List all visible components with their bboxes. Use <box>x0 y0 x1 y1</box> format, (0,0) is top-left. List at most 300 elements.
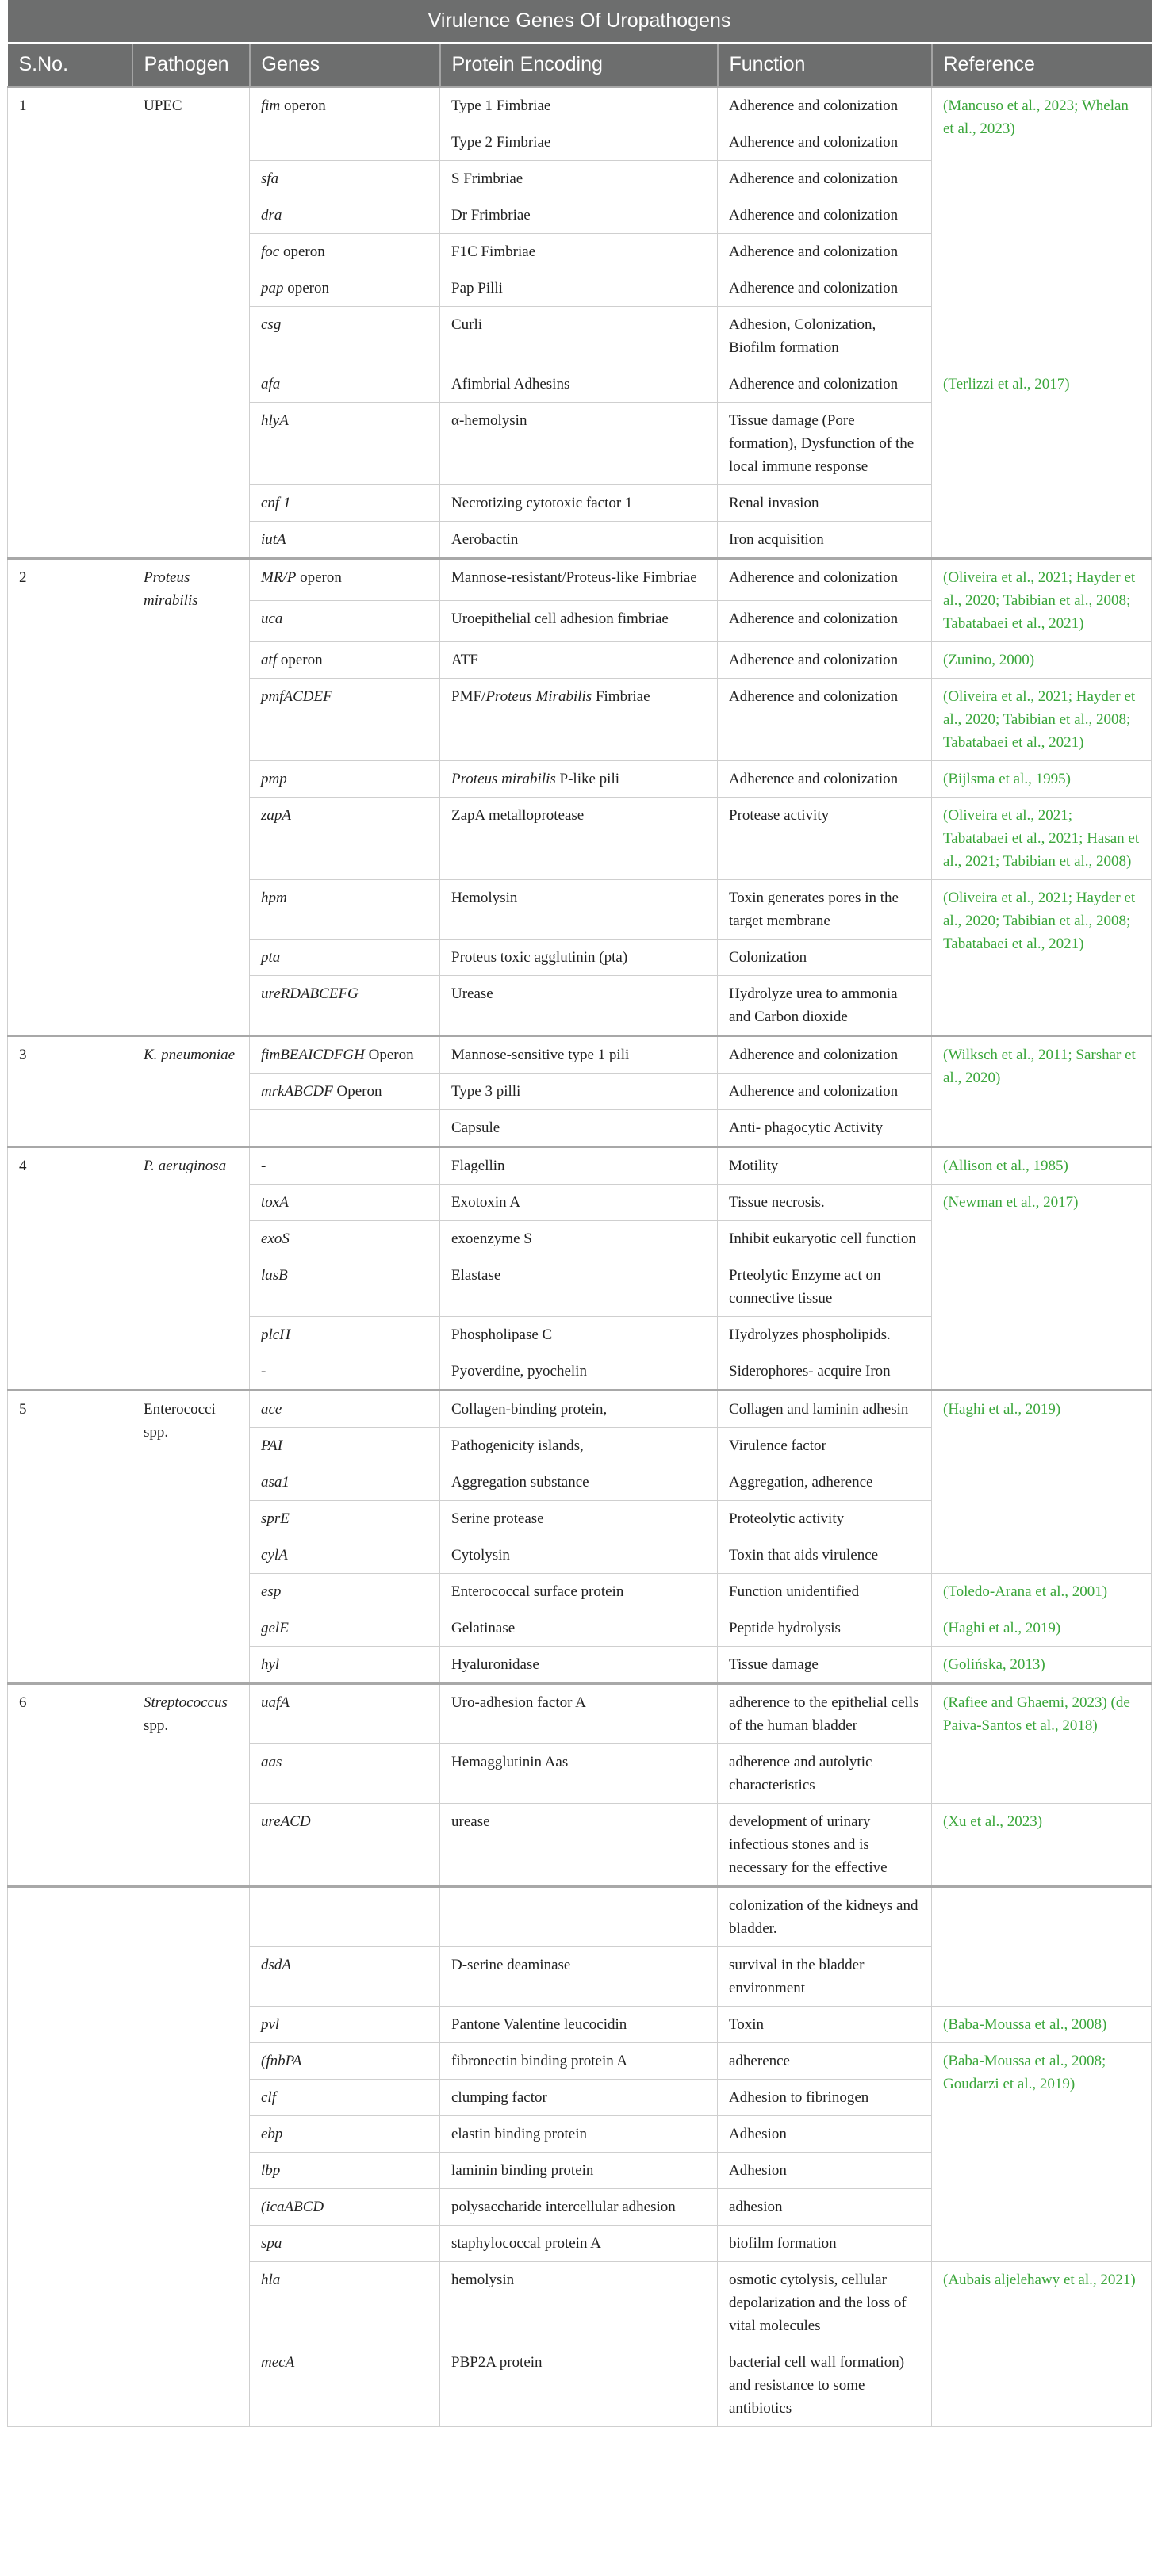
gene-name: pmp <box>261 771 287 787</box>
protein-cell <box>440 1610 718 1647</box>
function-cell: adherence to the epithelial cells of the human bladder <box>718 1684 932 1744</box>
gene-suffix: operon <box>277 652 323 668</box>
protein-text: Exotoxin A <box>451 1194 521 1211</box>
protein-cell <box>440 1257 718 1317</box>
function-cell: Proteolytic activity <box>718 1501 932 1537</box>
protein-text: Enterococcal surface protein <box>451 1583 624 1600</box>
protein-cell <box>440 161 718 197</box>
function-cell: biofilm formation <box>718 2226 932 2262</box>
header-protein-encoding: Protein Encoding <box>440 43 718 87</box>
gene-name: MR/P <box>261 569 297 586</box>
function-cell: Adherence and colonization <box>718 366 932 403</box>
gene-cell <box>250 2007 440 2043</box>
protein-cell <box>440 1074 718 1110</box>
table-row <box>8 559 1152 601</box>
gene-name: plcH <box>261 1326 290 1343</box>
protein-cell <box>440 522 718 559</box>
protein-cell <box>440 2007 718 2043</box>
gene-cell <box>250 2344 440 2427</box>
gene-name: sprE <box>261 1510 290 1527</box>
protein-text: Hyaluronidase <box>451 1656 539 1673</box>
protein-tail-text: Fimbriae <box>592 688 650 705</box>
function-cell: osmotic cytolysis, cellular depolarization and the loss of vital molecules <box>718 2262 932 2344</box>
gene-cell <box>250 1391 440 1428</box>
gene-cell <box>250 2226 440 2262</box>
pathogen-name: Streptococcus <box>144 1694 228 1711</box>
function-cell: Adherence and colonization <box>718 270 932 307</box>
function-cell: Hydrolyzes phospholipids. <box>718 1317 932 1353</box>
table-row <box>8 1684 1152 1744</box>
gene-cell <box>250 880 440 940</box>
protein-text: Urease <box>451 986 493 1002</box>
gene-cell <box>250 976 440 1036</box>
gene-suffix: Operon <box>364 1047 414 1063</box>
protein-cell <box>440 2226 718 2262</box>
gene-name: lasB <box>261 1267 288 1284</box>
serial-number-cell <box>8 1887 132 2427</box>
gene-cell <box>250 1804 440 1887</box>
gene-cell <box>250 1887 440 1947</box>
protein-cell <box>440 403 718 485</box>
gene-cell <box>250 1074 440 1110</box>
gene-cell <box>250 1647 440 1684</box>
gene-name: aas <box>261 1754 282 1770</box>
function-cell: Adhesion to fibrinogen <box>718 2080 932 2116</box>
protein-cell <box>440 1804 718 1887</box>
gene-cell <box>250 485 440 522</box>
function-cell: Tissue necrosis. <box>718 1185 932 1221</box>
gene-name: gelE <box>261 1620 289 1636</box>
gene-cell <box>250 197 440 234</box>
pathogen-name: Proteus mirabilis <box>144 569 198 609</box>
gene-cell <box>250 270 440 307</box>
protein-cell <box>440 1147 718 1185</box>
function-cell: Adherence and colonization <box>718 161 932 197</box>
gene-name: ebp <box>261 2126 283 2142</box>
protein-text: clumping factor <box>451 2089 547 2106</box>
gene-cell <box>250 1257 440 1317</box>
function-cell: Virulence factor <box>718 1428 932 1464</box>
protein-text: PBP2A protein <box>451 2354 543 2371</box>
header-reference: Reference <box>932 43 1152 87</box>
function-cell: Adhesion <box>718 2116 932 2153</box>
function-cell: Iron acquisition <box>718 522 932 559</box>
gene-cell <box>250 2116 440 2153</box>
gene-cell <box>250 1221 440 1257</box>
protein-text: Elastase <box>451 1267 501 1284</box>
protein-text: Cytolysin <box>451 1547 510 1564</box>
protein-cell <box>440 1221 718 1257</box>
function-cell: Toxin that aids virulence <box>718 1537 932 1574</box>
function-cell: Inhibit eukaryotic cell function <box>718 1221 932 1257</box>
reference-cell[interactable]: (Oliveira et al., 2021; Tabatabaei et al., 2021; Hasan et al., 2021; Tabibian et al., 2008) <box>932 798 1152 880</box>
function-cell: Toxin <box>718 2007 932 2043</box>
pathogen-cell <box>132 1036 250 1147</box>
protein-text: S Frimbriae <box>451 170 523 187</box>
gene-cell <box>250 601 440 642</box>
protein-cell <box>440 1947 718 2007</box>
function-cell: Hydrolyze urea to ammonia and Carbon dioxide <box>718 976 932 1036</box>
gene-cell <box>250 403 440 485</box>
header-sno: S.No. <box>8 43 132 87</box>
reference-cell[interactable]: (Toledo-Arana et al., 2001) <box>932 1574 1152 1610</box>
gene-cell <box>250 87 440 124</box>
serial-number-cell: 2 <box>8 559 132 1036</box>
gene-name: spa <box>261 2235 282 2252</box>
gene-name: - <box>261 1363 266 1380</box>
protein-cell <box>440 2189 718 2226</box>
gene-name: atf <box>261 652 278 668</box>
protein-cell <box>440 197 718 234</box>
function-cell: Peptide hydrolysis <box>718 1610 932 1647</box>
reference-cell[interactable]: (Xu et al., 2023) <box>932 1804 1152 1887</box>
protein-italic-text: Proteus mirabilis <box>451 771 556 787</box>
protein-text: Hemolysin <box>451 890 518 906</box>
serial-number-cell: 4 <box>8 1147 132 1391</box>
pathogen-cell <box>132 87 250 559</box>
virulence-genes-table <box>7 0 1152 2427</box>
protein-text: Type 2 Fimbriae <box>451 134 551 151</box>
gene-name: csg <box>261 316 282 333</box>
gene-name: sfa <box>261 170 279 187</box>
pathogen-name: P. aeruginosa <box>144 1158 227 1174</box>
gene-cell <box>250 798 440 880</box>
gene-cell <box>250 2080 440 2116</box>
gene-cell <box>250 2262 440 2344</box>
gene-name: hlyA <box>261 412 289 429</box>
protein-text: Type 3 pilli <box>451 1083 521 1100</box>
protein-text: Dr Frimbriae <box>451 207 531 224</box>
gene-name: clf <box>261 2089 276 2106</box>
protein-cell <box>440 559 718 601</box>
gene-name: iutA <box>261 531 286 548</box>
gene-cell <box>250 642 440 679</box>
protein-text: staphylococcal protein A <box>451 2235 601 2252</box>
function-cell: Adherence and colonization <box>718 679 932 761</box>
function-cell: bacterial cell wall formation) and resistance to some antibiotics <box>718 2344 932 2427</box>
reference-cell[interactable]: (Newman et al., 2017) <box>932 1185 1152 1391</box>
protein-text: Pyoverdine, pyochelin <box>451 1363 587 1380</box>
protein-text: Gelatinase <box>451 1620 516 1636</box>
pathogen-name: Enterococci spp. <box>144 1401 216 1441</box>
reference-cell[interactable]: (Bijlsma et al., 1995) <box>932 761 1152 798</box>
protein-text: laminin binding protein <box>451 2162 594 2179</box>
protein-cell <box>440 2080 718 2116</box>
gene-name: uafA <box>261 1694 290 1711</box>
gene-name: esp <box>261 1583 282 1600</box>
protein-text: Uro-adhesion factor A <box>451 1694 586 1711</box>
protein-text: Aggregation substance <box>451 1474 589 1491</box>
gene-name: pmfACDEF <box>261 688 332 705</box>
gene-name: cylA <box>261 1547 288 1564</box>
gene-cell <box>250 1610 440 1647</box>
pathogen-cell <box>132 1684 250 1887</box>
gene-suffix: Operon <box>332 1083 382 1100</box>
table-body <box>8 87 1152 2427</box>
gene-name: PAI <box>261 1437 283 1454</box>
table-row <box>8 1887 1152 1947</box>
pathogen-name: UPEC <box>144 98 182 114</box>
protein-text: Mannose-sensitive type 1 pili <box>451 1047 630 1063</box>
reference-cell[interactable]: (Baba-Moussa et al., 2008; Goudarzi et al., 2019) <box>932 2043 1152 2262</box>
gene-cell <box>250 366 440 403</box>
gene-name: dra <box>261 207 282 224</box>
gene-suffix: operon <box>283 280 330 297</box>
gene-cell <box>250 1537 440 1574</box>
gene-cell <box>250 1684 440 1744</box>
protein-text: ZapA metalloprotease <box>451 807 585 824</box>
gene-cell <box>250 1317 440 1353</box>
protein-cell <box>440 2262 718 2344</box>
gene-name: uca <box>261 611 283 628</box>
gene-cell <box>250 1501 440 1537</box>
table-row <box>8 87 1152 124</box>
protein-text: Pantone Valentine leucocidin <box>451 2016 627 2033</box>
gene-name: fimBEAICDFGH <box>261 1047 365 1063</box>
gene-name: afa <box>261 376 281 392</box>
function-cell: Adherence and colonization <box>718 124 932 161</box>
function-cell: Adherence and colonization <box>718 642 932 679</box>
function-cell: Function unidentified <box>718 1574 932 1610</box>
function-cell: survival in the bladder environment <box>718 1947 932 2007</box>
protein-cell <box>440 2153 718 2189</box>
function-cell: Toxin generates pores in the target membrane <box>718 880 932 940</box>
gene-name: toxA <box>261 1194 289 1211</box>
gene-suffix: operon <box>296 569 342 586</box>
protein-text: PMF/ <box>451 688 486 705</box>
function-cell: Adherence and colonization <box>718 234 932 270</box>
gene-name: ureACD <box>261 1813 311 1830</box>
protein-text: F1C Fimbriae <box>451 243 536 260</box>
serial-number-cell: 3 <box>8 1036 132 1147</box>
protein-cell <box>440 124 718 161</box>
protein-cell <box>440 366 718 403</box>
function-cell: Adherence and colonization <box>718 601 932 642</box>
gene-name: ace <box>261 1401 282 1418</box>
gene-cell <box>250 234 440 270</box>
reference-cell[interactable]: (Haghi et al., 2019) <box>932 1391 1152 1574</box>
function-cell: Prteolytic Enzyme act on connective tissue <box>718 1257 932 1317</box>
gene-suffix: operon <box>280 98 326 114</box>
gene-cell <box>250 1185 440 1221</box>
pathogen-cell <box>132 1887 250 2427</box>
reference-cell[interactable]: (Golińska, 2013) <box>932 1647 1152 1684</box>
pathogen-cell <box>132 1147 250 1391</box>
gene-cell <box>250 761 440 798</box>
protein-cell <box>440 679 718 761</box>
protein-text: Afimbrial Adhesins <box>451 376 570 392</box>
gene-name: exoS <box>261 1231 290 1247</box>
protein-cell <box>440 485 718 522</box>
protein-cell <box>440 1110 718 1147</box>
gene-cell <box>250 679 440 761</box>
serial-number-cell: 5 <box>8 1391 132 1684</box>
reference-cell[interactable]: (Haghi et al., 2019) <box>932 1610 1152 1647</box>
protein-text: Pap Pilli <box>451 280 503 297</box>
protein-text: α-hemolysin <box>451 412 527 429</box>
reference-cell[interactable]: (Zunino, 2000) <box>932 642 1152 679</box>
protein-cell <box>440 880 718 940</box>
gene-cell <box>250 559 440 601</box>
gene-name: cnf 1 <box>261 495 291 511</box>
gene-name: (icaABCD <box>261 2199 324 2215</box>
reference-cell[interactable]: (Baba-Moussa et al., 2008) <box>932 2007 1152 2043</box>
table-row <box>8 1391 1152 1428</box>
protein-cell <box>440 234 718 270</box>
gene-name: mecA <box>261 2354 295 2371</box>
protein-cell <box>440 1391 718 1428</box>
protein-cell <box>440 2344 718 2427</box>
protein-cell <box>440 1501 718 1537</box>
protein-cell <box>440 2043 718 2080</box>
gene-name: (fnbPA <box>261 2053 302 2069</box>
reference-cell[interactable] <box>932 1887 1152 2007</box>
gene-name: zapA <box>261 807 291 824</box>
gene-cell <box>250 1036 440 1074</box>
protein-cell <box>440 1647 718 1684</box>
gene-cell <box>250 307 440 366</box>
gene-cell <box>250 1428 440 1464</box>
serial-number-cell: 6 <box>8 1684 132 1887</box>
function-cell: Adhesion <box>718 2153 932 2189</box>
gene-name: asa1 <box>261 1474 290 1491</box>
table-title: Virulence Genes Of Uropathogens <box>8 0 1152 43</box>
protein-cell <box>440 1353 718 1391</box>
function-cell: development of urinary infectious stones and is necessary for the effective <box>718 1804 932 1887</box>
protein-cell <box>440 761 718 798</box>
protein-text: Necrotizing cytotoxic factor 1 <box>451 495 633 511</box>
function-cell: Adherence and colonization <box>718 1036 932 1074</box>
function-cell: Adherence and colonization <box>718 197 932 234</box>
function-cell: Tissue damage (Pore formation), Dysfunction of the local immune response <box>718 403 932 485</box>
gene-name: mrkABCDF <box>261 1083 333 1100</box>
protein-tail-text: P-like pili <box>555 771 620 787</box>
protein-text: exoenzyme S <box>451 1231 532 1247</box>
protein-cell <box>440 1574 718 1610</box>
header-genes: Genes <box>250 43 440 87</box>
gene-suffix: operon <box>279 243 325 260</box>
gene-name: fim <box>261 98 281 114</box>
reference-cell[interactable]: (Oliveira et al., 2021; Hayder et al., 2020; Tabibian et al., 2008; Tabatabaei et al., 2021) <box>932 559 1152 642</box>
protein-cell <box>440 2116 718 2153</box>
pathogen-suffix: spp. <box>144 1717 169 1734</box>
function-cell: Tissue damage <box>718 1647 932 1684</box>
gene-name: pvl <box>261 2016 280 2033</box>
protein-text: Mannose-resistant/Proteus-like Fimbriae <box>451 569 697 586</box>
function-cell: Anti- phagocytic Activity <box>718 1110 932 1147</box>
gene-name: pta <box>261 949 281 966</box>
protein-cell <box>440 642 718 679</box>
gene-name: foc <box>261 243 280 260</box>
protein-cell <box>440 1317 718 1353</box>
table-row <box>8 1036 1152 1074</box>
protein-text: polysaccharide intercellular adhesion <box>451 2199 676 2215</box>
function-cell: adhesion <box>718 2189 932 2226</box>
reference-cell[interactable]: (Rafiee and Ghaemi, 2023) (de Paiva-Santos et al., 2018) <box>932 1684 1152 1804</box>
protein-cell <box>440 976 718 1036</box>
gene-cell <box>250 2153 440 2189</box>
protein-cell <box>440 1185 718 1221</box>
gene-name: ureRDABCEFG <box>261 986 359 1002</box>
header-function: Function <box>718 43 932 87</box>
protein-text: Pathogenicity islands, <box>451 1437 584 1454</box>
gene-name: hpm <box>261 890 287 906</box>
protein-cell <box>440 798 718 880</box>
protein-text: Collagen-binding protein, <box>451 1401 608 1418</box>
protein-cell <box>440 940 718 976</box>
protein-italic-text: Proteus Mirabilis <box>485 688 592 705</box>
protein-cell <box>440 1428 718 1464</box>
gene-cell <box>250 1147 440 1185</box>
protein-cell <box>440 87 718 124</box>
function-cell: adherence <box>718 2043 932 2080</box>
gene-cell <box>250 522 440 559</box>
reference-cell[interactable]: (Allison et al., 1985) <box>932 1147 1152 1185</box>
function-cell: Renal invasion <box>718 485 932 522</box>
pathogen-cell <box>132 559 250 1036</box>
gene-cell <box>250 2043 440 2080</box>
gene-cell <box>250 2189 440 2226</box>
gene-cell <box>250 940 440 976</box>
gene-cell <box>250 161 440 197</box>
header-pathogen: Pathogen <box>132 43 250 87</box>
protein-cell <box>440 1464 718 1501</box>
gene-cell <box>250 1110 440 1147</box>
gene-cell <box>250 1353 440 1391</box>
serial-number-cell: 1 <box>8 87 132 559</box>
protein-cell <box>440 1537 718 1574</box>
protein-text: Hemagglutinin Aas <box>451 1754 569 1770</box>
function-cell: Adherence and colonization <box>718 559 932 601</box>
function-cell: Siderophores- acquire Iron <box>718 1353 932 1391</box>
pathogen-cell <box>132 1391 250 1684</box>
protein-text: Proteus toxic agglutinin (pta) <box>451 949 628 966</box>
reference-cell[interactable]: (Mancuso et al., 2023; Whelan et al., 2023) <box>932 87 1152 366</box>
protein-text: Flagellin <box>451 1158 505 1174</box>
gene-name: pap <box>261 280 284 297</box>
function-cell: Motility <box>718 1147 932 1185</box>
protein-cell <box>440 1887 718 1947</box>
protein-text: Capsule <box>451 1120 500 1136</box>
function-cell: Adhesion, Colonization, Biofilm formation <box>718 307 932 366</box>
protein-cell <box>440 307 718 366</box>
protein-text: fibronectin binding protein A <box>451 2053 628 2069</box>
reference-cell[interactable]: (Terlizzi et al., 2017) <box>932 366 1152 559</box>
protein-text: Uroepithelial cell adhesion fimbriae <box>451 611 669 628</box>
reference-cell[interactable]: (Oliveira et al., 2021; Hayder et al., 2020; Tabibian et al., 2008; Tabatabaei et al., 2021) <box>932 679 1152 761</box>
function-cell: adherence and autolytic characteristics <box>718 1744 932 1804</box>
protein-cell <box>440 1744 718 1804</box>
reference-cell[interactable]: (Oliveira et al., 2021; Hayder et al., 2020; Tabibian et al., 2008; Tabatabaei et al., 2021) <box>932 880 1152 1036</box>
protein-text: Type 1 Fimbriae <box>451 98 551 114</box>
reference-cell[interactable]: (Wilksch et al., 2011; Sarshar et al., 2020) <box>932 1036 1152 1147</box>
gene-name: dsdA <box>261 1957 291 1973</box>
gene-cell <box>250 1464 440 1501</box>
function-cell: Aggregation, adherence <box>718 1464 932 1501</box>
gene-name: hla <box>261 2272 281 2288</box>
protein-text: D-serine deaminase <box>451 1957 571 1973</box>
reference-cell[interactable]: (Aubais aljelehawy et al., 2021) <box>932 2262 1152 2427</box>
table-row <box>8 1147 1152 1185</box>
protein-text: Aerobactin <box>451 531 519 548</box>
function-cell: Adherence and colonization <box>718 761 932 798</box>
gene-name: lbp <box>261 2162 281 2179</box>
function-cell: colonization of the kidneys and bladder. <box>718 1887 932 1947</box>
protein-text: ATF <box>451 652 478 668</box>
protein-text: Curli <box>451 316 483 333</box>
function-cell: Colonization <box>718 940 932 976</box>
function-cell: Protease activity <box>718 798 932 880</box>
